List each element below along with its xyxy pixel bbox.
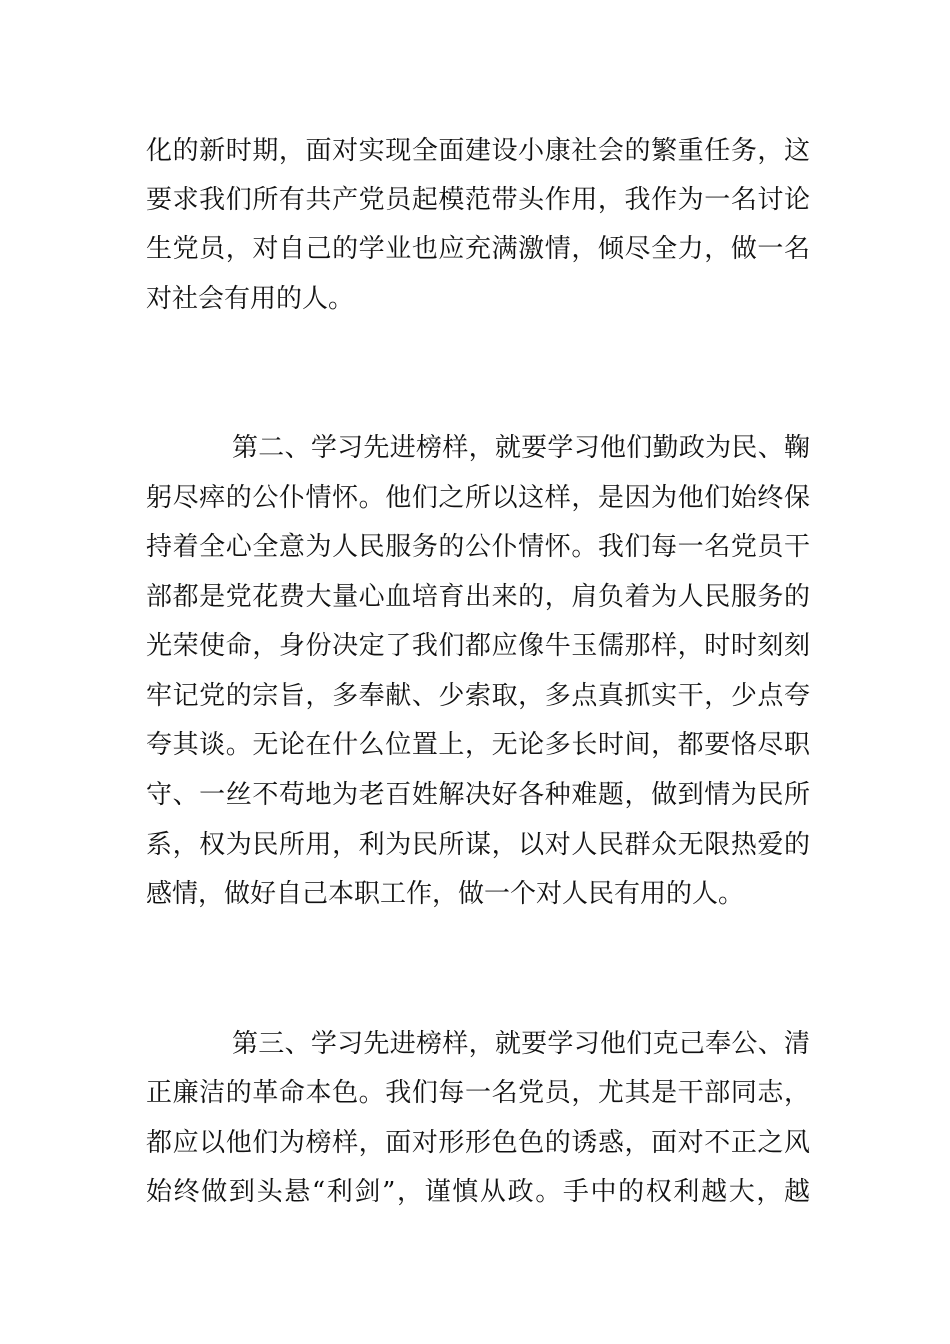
paragraph-3-line-1: 第三、学习先进榜样，就要学习他们克己奉公、清: [232, 1029, 810, 1059]
paragraph-2-line-6: 牢记党的宗旨，多奉献、少索取，多点真抓实干，少点夸: [146, 681, 810, 711]
paragraph-2-line-10: 感情，做好自己本职工作，做一个对人民有用的人。: [146, 879, 745, 909]
paragraph-3-line-2: 正廉洁的革命本色。我们每一名党员，尤其是干部同志，: [146, 1078, 810, 1108]
paragraph-2-line-7: 夸其谈。无论在什么位置上，无论多长时间，都要恪尽职: [146, 730, 810, 760]
paragraph-2-line-2: 躬尽瘁的公仆情怀。他们之所以这样，是因为他们始终保: [146, 483, 810, 513]
paragraph-2-line-5: 光荣使命，身份决定了我们都应像牛玉儒那样，时时刻刻: [146, 631, 810, 661]
paragraph-2-line-8: 守、一丝不苟地为老百姓解决好各种难题，做到情为民所: [146, 780, 810, 810]
paragraph-2-line-3: 持着全心全意为人民服务的公仆情怀。我们每一名党员干: [146, 532, 810, 562]
paragraph-1-line-3: 生党员，对自己的学业也应充满激情，倾尽全力，做一名: [146, 234, 810, 264]
paragraph-3-line-4: 始终做到头悬“利剑”，谨慎从政。手中的权利越大，越: [146, 1177, 810, 1207]
paragraph-3-line-3: 都应以他们为榜样，面对形形色色的诱惑，面对不正之风: [146, 1128, 810, 1158]
paragraph-2-line-4: 部都是党花费大量心血培育出来的，肩负着为人民服务的: [146, 582, 810, 612]
paragraph-1-line-4: 对社会有用的人。: [146, 284, 355, 314]
paragraph-1-line-2: 要求我们所有共产党员起模范带头作用，我作为一名讨论: [146, 185, 810, 215]
paragraph-1-line-1: 化的新时期，面对实现全面建设小康社会的繁重任务，这: [146, 136, 810, 166]
paragraph-2-line-1: 第二、学习先进榜样，就要学习他们勤政为民、鞠: [232, 433, 810, 463]
paragraph-2-line-9: 系，权为民所用，利为民所谋，以对人民群众无限热爱的: [146, 830, 810, 860]
